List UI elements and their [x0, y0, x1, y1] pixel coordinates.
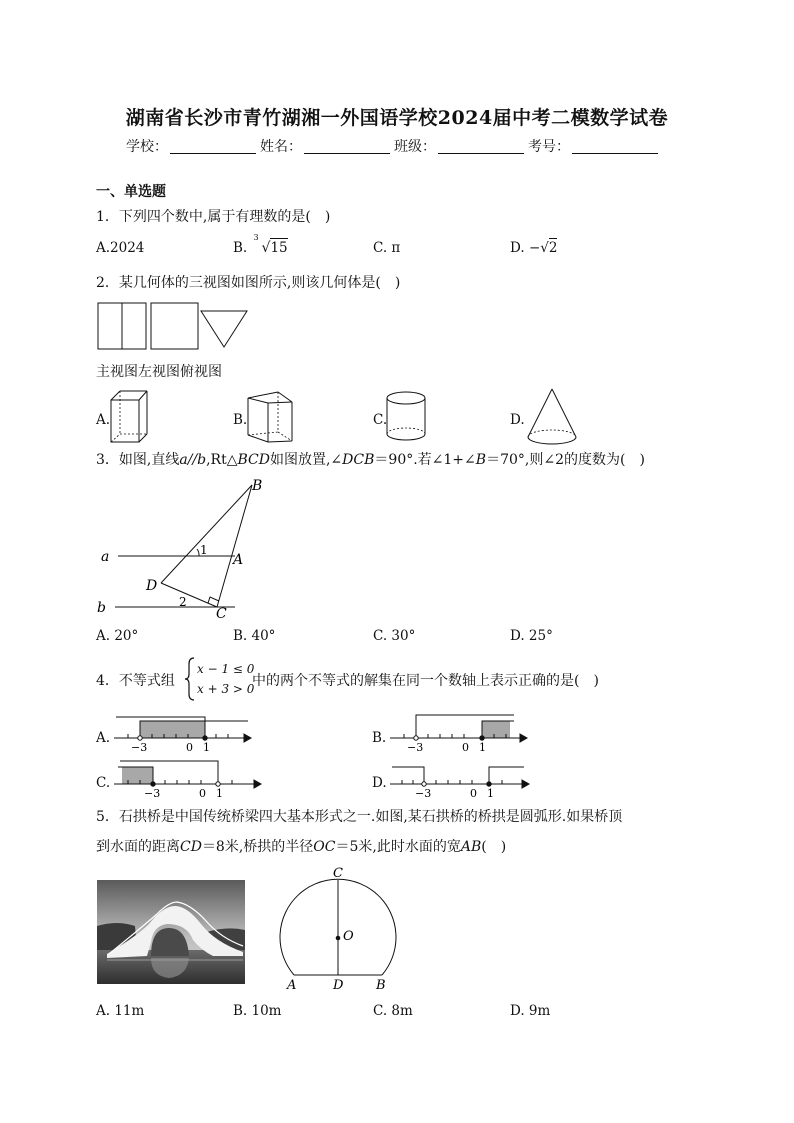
label-point-a: A: [287, 978, 297, 993]
class-blank[interactable]: [438, 139, 524, 154]
inequality-system: [197, 659, 254, 699]
tick-label-neg3: −3: [407, 741, 424, 754]
q5-stem-part-4: ( ): [481, 839, 507, 855]
closed-point-neg3: [151, 782, 155, 786]
student-info-line: [126, 136, 662, 156]
question-4-stem-before: 4．不等式组: [96, 673, 175, 689]
school-blank[interactable]: [170, 139, 256, 154]
label-point-c: C: [216, 606, 227, 622]
tick-label-1: 1: [216, 787, 223, 800]
q5-stem-part-1: 到水面的距离: [96, 839, 180, 855]
radical-sign-icon: √: [540, 240, 549, 256]
axis-arrow-icon: [520, 734, 527, 742]
tick-label-0: 0: [186, 741, 193, 754]
cone-icon: [524, 386, 580, 448]
minus-sign: −: [528, 240, 541, 256]
segment-dc: [161, 583, 217, 607]
q1-option-d-label: D.: [510, 240, 525, 256]
tick-label-1: 1: [487, 787, 494, 800]
q5-option-a[interactable]: A. 11m: [96, 1003, 145, 1019]
question-5-stem-line-2: [96, 836, 506, 856]
name-label: 姓名：: [260, 139, 302, 155]
q3-stem-part-1: 3．如图,直线: [96, 452, 180, 468]
label-point-b: B: [376, 978, 386, 993]
bracket-x-ge-1: [489, 767, 524, 784]
tick-label-neg3: −3: [144, 787, 161, 800]
number-line-a: [108, 712, 253, 754]
label-point-c: C: [333, 866, 343, 881]
q4-option-a[interactable]: A.: [96, 730, 111, 746]
label-a: a: [101, 549, 110, 565]
open-point-neg3: [414, 736, 418, 740]
q2-option-b[interactable]: B.: [233, 412, 248, 428]
stone-arch-bridge-photo: [97, 880, 245, 984]
right-angle-mark: [208, 597, 219, 603]
label-b: b: [97, 600, 106, 616]
question-3-stem: [96, 449, 645, 469]
number-line-d: [384, 758, 534, 800]
q3-lines-ab: a//b: [179, 452, 207, 468]
closed-point-1: [487, 782, 491, 786]
q3-stem-part-5: ＝70°,则∠2的度数为( ): [486, 452, 645, 468]
open-point-neg3: [422, 782, 426, 786]
open-point-neg3: [138, 736, 142, 740]
label-point-b: B: [252, 478, 263, 494]
q4-option-d[interactable]: D.: [372, 775, 387, 791]
question-4-stem-after: 中的两个不等式的解集在同一个数轴上表示正确的是( ): [252, 673, 599, 689]
q3-parallel-lines-figure: [95, 472, 275, 622]
shaded-region-a: [140, 721, 205, 738]
tick-label-neg3: −3: [131, 741, 148, 754]
q5-cd: CD: [180, 839, 202, 855]
name-blank[interactable]: [304, 139, 390, 154]
label-point-d: D: [333, 978, 344, 993]
tick-label-0: 0: [462, 741, 469, 754]
inequality-2: x + 3 > 0: [197, 682, 255, 696]
q1-option-c[interactable]: C. π: [373, 240, 401, 256]
question-2-stem: 2．某几何体的三视图如图所示,则该几何体是( ): [96, 275, 401, 291]
closed-point-1: [203, 736, 207, 740]
cylinder-icon: [384, 388, 430, 446]
q2-option-c[interactable]: C.: [373, 412, 388, 428]
tick-label-0: 0: [199, 787, 206, 800]
q3-option-b[interactable]: B. 40°: [233, 628, 276, 644]
exam-number-blank[interactable]: [572, 139, 658, 154]
radicand-2: 2: [548, 240, 558, 256]
question-1-stem: 1．下列四个数中,属于有理数的是( ): [96, 209, 331, 225]
axis-arrow-icon: [254, 780, 261, 788]
system-brace-icon: [184, 656, 196, 702]
axis-arrow-icon: [244, 734, 251, 742]
q5-option-d[interactable]: D. 9m: [510, 1003, 551, 1019]
top-view: [201, 311, 247, 347]
school-label: 学校：: [126, 139, 168, 155]
center-point-o: [336, 936, 341, 941]
three-views-figure: [95, 300, 255, 352]
label-point-a: A: [233, 552, 244, 568]
q3-stem-part-4: ＝90°.若∠1+∠: [374, 452, 476, 468]
q5-ab: AB: [460, 839, 482, 855]
q4-option-c[interactable]: C.: [96, 775, 111, 791]
q1-option-b-label: B.: [233, 240, 248, 256]
shaded-region-c: [122, 767, 153, 784]
q2-option-a[interactable]: A.: [96, 412, 111, 428]
q3-triangle-bcd: BCD: [237, 452, 270, 468]
angle-1-arc: [197, 549, 199, 556]
side-view: [151, 303, 198, 349]
page-title: 湖南省长沙市青竹湖湘一外国语学校2024届中考二模数学试卷: [125, 107, 669, 129]
radical-sign-icon: √: [261, 240, 271, 256]
triangular-prism-icon: [244, 388, 296, 446]
label-point-d: D: [146, 578, 158, 594]
label-angle-2: 2: [179, 595, 187, 609]
tick-label-neg3: −3: [415, 787, 432, 800]
section-heading: 一、单选题: [96, 184, 166, 200]
tick-label-0: 0: [470, 787, 477, 800]
q5-option-b[interactable]: B. 10m: [233, 1003, 282, 1019]
number-line-b: [384, 712, 529, 754]
q5-arch-circle-figure: [275, 862, 415, 994]
class-label: 班级：: [394, 139, 436, 155]
q5-stem-part-3: ＝5米,此时水面的宽: [335, 839, 461, 855]
q3-stem-part-2: ,Rt△: [206, 452, 238, 468]
cube-root-expression: [252, 233, 288, 256]
q5-stem-part-2: ＝8米,桥拱的半径: [201, 839, 314, 855]
axis-arrow-icon: [522, 780, 529, 788]
q5-oc: OC: [313, 839, 336, 855]
q4-option-b[interactable]: B.: [372, 730, 387, 746]
q2-option-d[interactable]: D.: [510, 412, 525, 428]
q3-stem-part-3: 如图放置,∠: [269, 452, 343, 468]
square-prism-icon: [108, 388, 150, 446]
number-line-c: [108, 758, 263, 800]
open-point-1: [216, 782, 220, 786]
exam-number-label: 考号：: [528, 139, 570, 155]
q3-angle-dcb: DCB: [342, 452, 375, 468]
q1-option-a[interactable]: A.2024: [96, 240, 145, 256]
front-view: [98, 303, 146, 349]
three-views-caption: 主视图左视图俯视图: [96, 364, 222, 380]
question-5-stem-line-1: 5．石拱桥是中国传统桥梁四大基本形式之一.如图,某石拱桥的桥拱是圆弧形.如果桥顶: [96, 809, 623, 825]
closed-point-1: [480, 736, 484, 740]
label-point-o: O: [343, 929, 354, 944]
tick-label-1: 1: [203, 741, 210, 754]
q5-option-c[interactable]: C. 8m: [373, 1003, 413, 1019]
q3-angle-b: B: [475, 452, 487, 468]
radicand-15: 15: [270, 240, 288, 256]
q1-option-d[interactable]: [510, 240, 557, 256]
bracket-x-lt-neg3: [392, 767, 424, 784]
tick-label-1: 1: [479, 741, 486, 754]
inequality-1: x − 1 ≤ 0: [197, 662, 255, 676]
q1-option-b[interactable]: [233, 233, 288, 256]
label-angle-1: 1: [200, 543, 208, 557]
q3-option-a[interactable]: A. 20°: [96, 628, 139, 644]
root-index: 3: [253, 233, 259, 242]
q3-option-d[interactable]: D. 25°: [510, 628, 553, 644]
q3-option-c[interactable]: C. 30°: [373, 628, 416, 644]
